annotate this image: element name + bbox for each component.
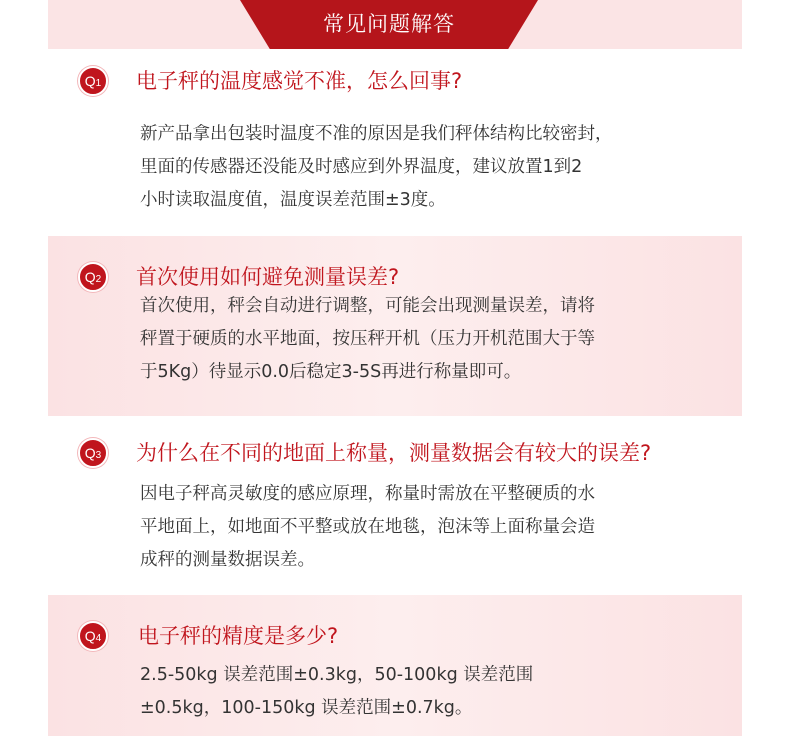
answer-line: 里面的传感器还没能及时感应到外界温度，建议放置1到2 [140,157,583,177]
faq-answer [140,118,730,217]
faq-question: 首次使用如何避免测量误差? [136,265,400,289]
faq-question-row [48,615,742,655]
q-number-badge-icon: Q4 [78,621,108,651]
answer-line: 2.5-50kg 误差范围±0.3kg，50-100kg 误差范围 [140,665,534,685]
faq-item-3 [48,418,742,588]
answer-line: 平地面上，如地面不平整或放在地毯，泡沫等上面称量会造 [140,517,595,537]
faq-question: 为什么在不同的地面上称量，测量数据会有较大的误差? [136,441,652,465]
answer-line: 秤置于硬质的水平地面，按压秤开机（压力开机范围大于等 [140,329,595,349]
answer-line: 新产品拿出包装时温度不准的原因是我们秤体结构比较密封， [140,124,613,144]
answer-line: 成秤的测量数据误差。 [140,550,315,570]
answer-line: ±0.5kg，100-150kg 误差范围±0.7kg。 [140,698,473,718]
faq-answer [140,290,730,389]
faq-answer [140,659,730,725]
faq-answer [140,478,730,577]
faq-item-1 [48,60,742,232]
q-number-badge-icon: Q1 [78,66,108,96]
faq-question: 电子秤的精度是多少? [138,624,339,648]
answer-line: 因电子秤高灵敏度的感应原理，称量时需放在平整硬质的水 [140,484,595,504]
q-number-badge-icon: Q3 [78,438,108,468]
faq-item-2 [48,236,742,416]
faq-item-4 [48,595,742,736]
q-number-badge-icon: Q2 [78,262,108,292]
faq-question-row [48,60,742,100]
answer-line: 首次使用，秤会自动进行调整，可能会出现测量误差，请将 [140,296,595,316]
faq-question: 电子秤的温度感觉不准，怎么回事? [136,69,463,93]
answer-line: 小时读取温度值，温度误差范围±3度。 [140,190,446,210]
answer-line: 于5Kg）待显示0.0后稳定3-5S再进行称量即可。 [140,362,522,382]
page-title: 常见问题解答 [323,12,455,36]
faq-question-row [48,432,742,472]
